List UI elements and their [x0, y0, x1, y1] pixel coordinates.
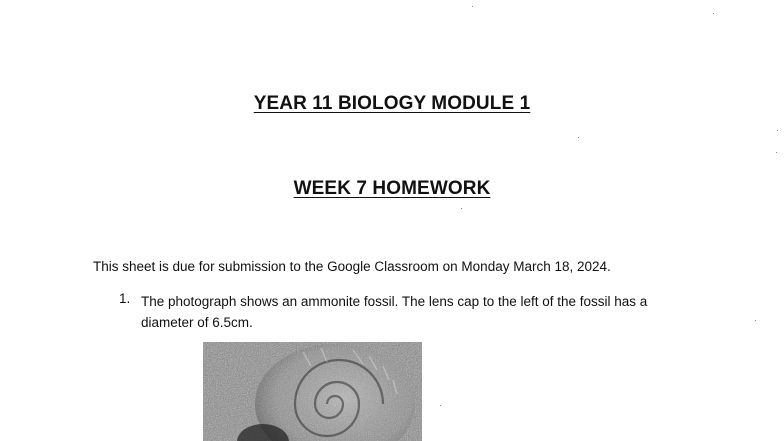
ammonite-fossil-photo	[203, 342, 422, 441]
ammonite-fossil-image	[203, 342, 422, 441]
scan-speck	[461, 208, 462, 209]
scan-speck	[578, 137, 579, 138]
scan-speck	[755, 320, 756, 321]
document-subtitle: WEEK 7 HOMEWORK	[293, 178, 491, 199]
due-note: This sheet is due for submission to the Google Classroom on Monday March 18, 2024.	[93, 259, 611, 274]
question-text: The photograph shows an ammonite fossil. The lens cap to the left of the fossil has a diameter of 6.5cm.	[141, 294, 648, 330]
question-number: 1.	[119, 291, 131, 306]
document-title: YEAR 11 BIOLOGY MODULE 1	[253, 93, 531, 114]
scan-speck	[440, 405, 441, 406]
scan-speck	[777, 130, 778, 131]
scan-speck	[713, 13, 714, 14]
scan-speck	[472, 6, 473, 7]
scan-speck	[776, 152, 777, 153]
